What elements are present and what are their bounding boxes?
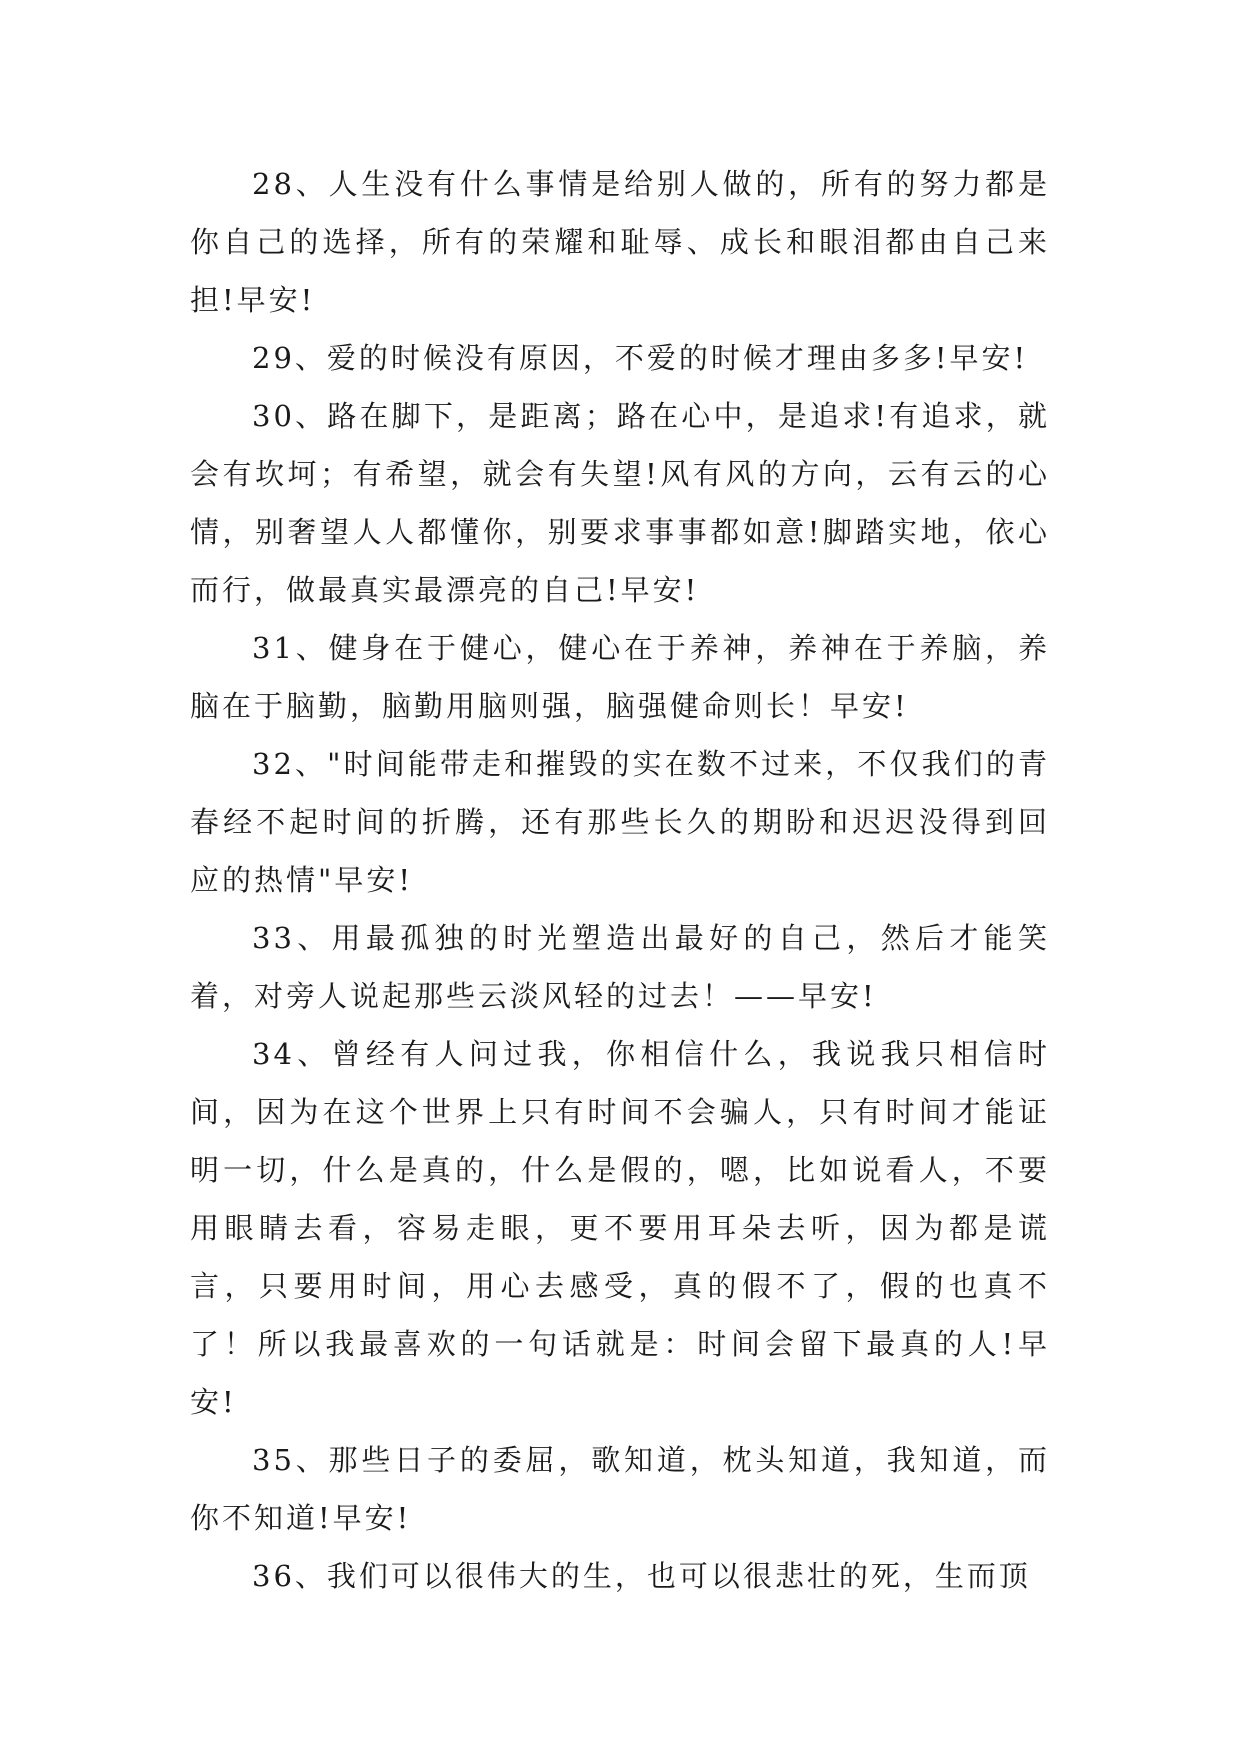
paragraph-36: 36、我们可以很伟大的生，也可以很悲壮的死，生而顶 [252,1559,1031,1593]
paragraph-34: 34、曾经有人问过我，你相信什么，我说我只相信时间，因为在这个世界上只有时间不会骗人，只有时间才能证明一切，什么是真的，什么是假的，嗯，比如说看人，不要用眼睛去看，容易走眼，更不要用耳朵去听，因为都是谎言，只要用时间，用心去感受，真的假不了，假的也真不了！所以我最喜欢的一句话就是：时间会留下最真的人!早安! [190,1037,1050,1419]
paragraph-31: 31、健身在于健心，健心在于养神，养神在于养脑，养脑在于脑勤，脑勤用脑则强，脑强健命则长！早安! [190,631,1050,723]
paragraph-33: 33、用最孤独的时光塑造出最好的自己，然后才能笑着，对旁人说起那些云淡风轻的过去！——早安! [190,921,1050,1013]
paragraph-30: 30、路在脚下，是距离；路在心中，是追求!有追求，就会有坎坷；有希望，就会有失望!风有风的方向，云有云的心情，别奢望人人都懂你，别要求事事都如意!脚踏实地，依心而行，做最真实最漂亮的自己!早安! [190,399,1050,607]
document-body [190,155,1050,1605]
paragraph-28: 28、人生没有什么事情是给别人做的，所有的努力都是你自己的选择，所有的荣耀和耻辱、成长和眼泪都由自己来担!早安! [190,167,1050,317]
paragraph-29: 29、爱的时候没有原因，不爱的时候才理由多多!早安! [252,341,1029,375]
paragraph-32: 32、"时间能带走和摧毁的实在数不过来，不仅我们的青春经不起时间的折腾，还有那些长久的期盼和迟迟没得到回应的热情"早安! [190,747,1050,897]
paragraph-35: 35、那些日子的委屈，歌知道，枕头知道，我知道，而你不知道!早安! [190,1443,1050,1535]
